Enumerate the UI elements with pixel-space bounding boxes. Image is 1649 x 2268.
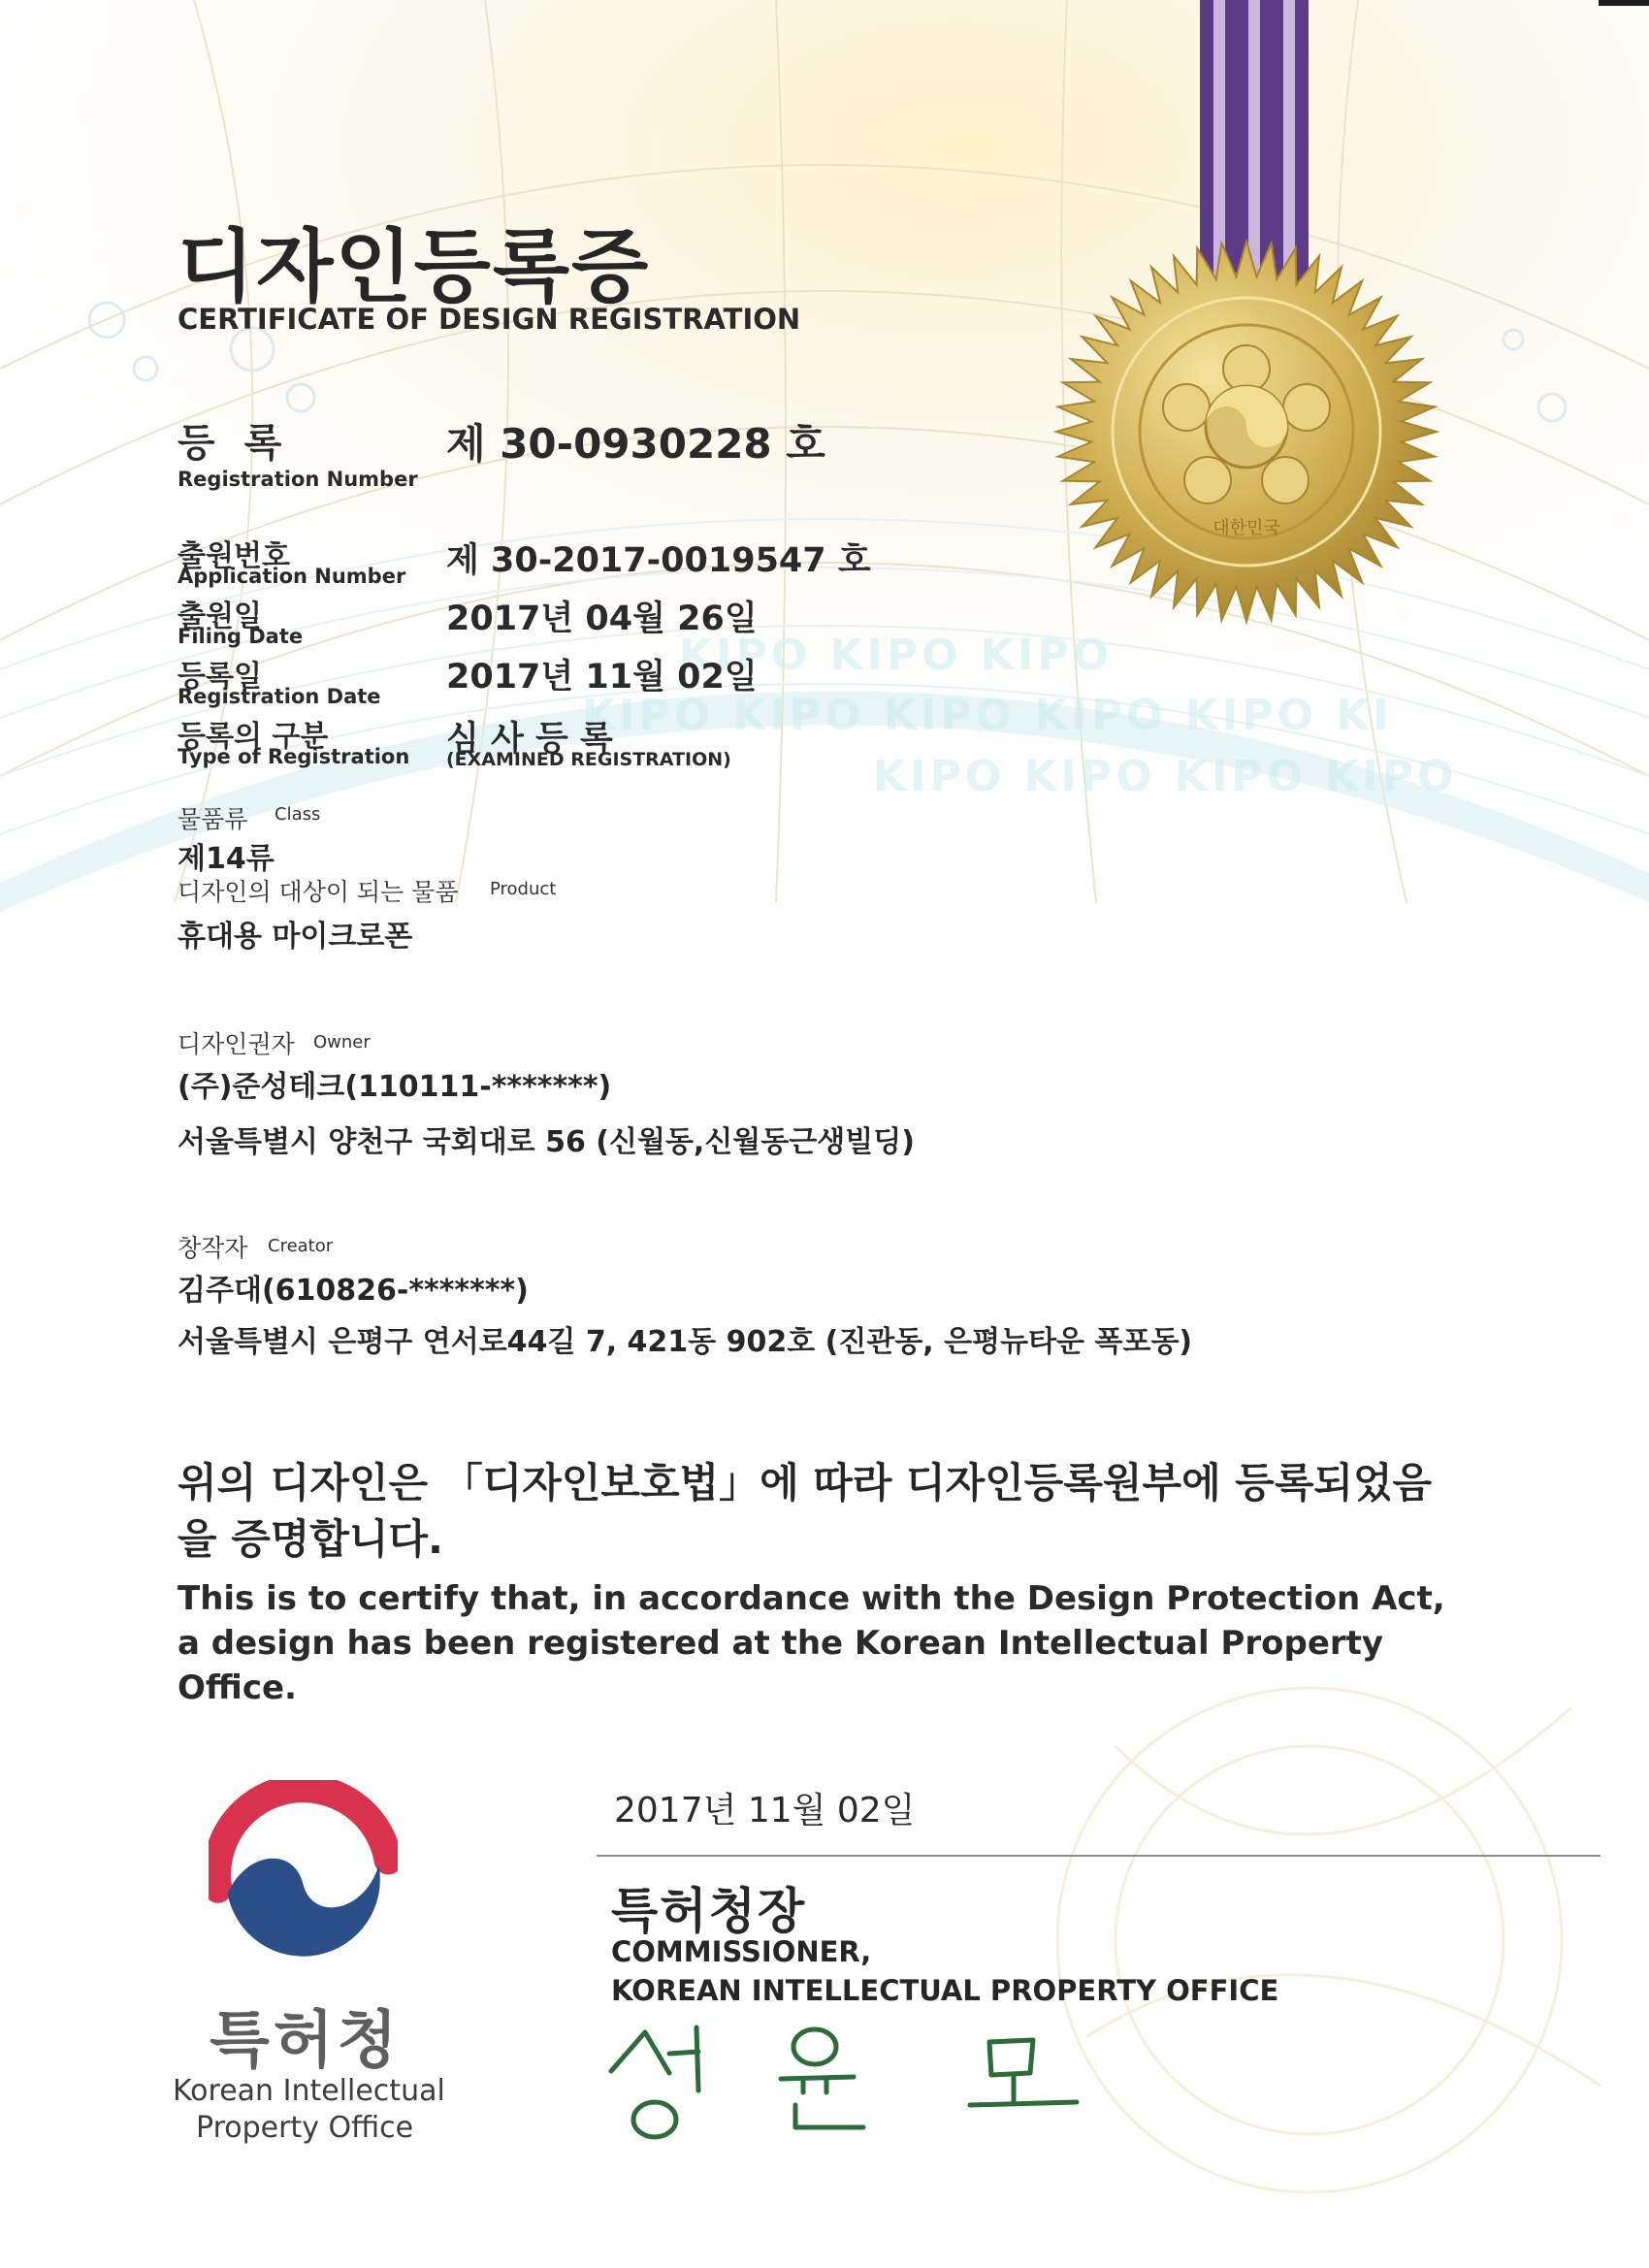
gold-seal bbox=[1052, 238, 1440, 626]
application-number: 제 30-2017-0019547 호 bbox=[446, 541, 871, 580]
creator-label-ko: 창작자 bbox=[178, 1234, 248, 1262]
registration-date-label-en: Registration Date bbox=[178, 685, 381, 708]
registration-label-en: Registration Number bbox=[178, 468, 418, 491]
class-label-en: Class bbox=[275, 804, 321, 825]
application-label-en: Application Number bbox=[178, 565, 406, 588]
watermark-line: KIPO KIPO KIPO bbox=[679, 631, 1113, 680]
commissioner-korean: 특허청장 bbox=[611, 1883, 807, 1939]
product-value: 휴대용 마이크로폰 bbox=[178, 920, 413, 954]
registration-type-label-ko: 등록의 구분 bbox=[178, 720, 329, 754]
seal-text: 대한민국 bbox=[1212, 518, 1280, 538]
registration-date-label-ko: 등록일 bbox=[178, 660, 262, 694]
watermark-line: KIPO KIPO KIPO KIPO bbox=[873, 752, 1458, 801]
filing-date: 2017년 04월 26일 bbox=[446, 599, 758, 638]
title-korean: 디자인등록증 bbox=[178, 221, 651, 313]
kipo-logo-icon bbox=[209, 1780, 398, 1969]
office-logo-name: 특허청 bbox=[210, 2005, 402, 2077]
creator-label-en: Creator bbox=[268, 1236, 334, 1256]
office-logo-en-line2: Property Office bbox=[196, 2111, 414, 2145]
registration-type-label-en: Type of Registration bbox=[178, 745, 410, 768]
registration-type: 심 사 등 록 bbox=[446, 720, 613, 759]
commissioner-english-line2: KOREAN INTELLECTUAL PROPERTY OFFICE bbox=[611, 1974, 1279, 2007]
registration-date: 2017년 11월 02일 bbox=[446, 658, 758, 697]
registration-number: 제 30-0930228 호 bbox=[446, 420, 825, 468]
owner-label-ko: 디자인권자 bbox=[178, 1030, 295, 1058]
owner-label-en: Owner bbox=[313, 1032, 371, 1053]
creator-name: 김주대(610826-*******) bbox=[178, 1274, 529, 1308]
registration-type-en: (EXAMINED REGISTRATION) bbox=[446, 749, 731, 770]
filing-label-en: Filing Date bbox=[178, 625, 304, 648]
class-value: 제14류 bbox=[178, 842, 275, 876]
signature bbox=[601, 2013, 1106, 2149]
application-label-ko: 출원번호 bbox=[178, 539, 290, 573]
commissioner-english-line1: COMMISSIONER, bbox=[611, 1935, 872, 1968]
owner-name: (주)준성테크(110111-*******) bbox=[178, 1070, 612, 1104]
class-label-ko: 물품류 bbox=[178, 805, 248, 833]
owner-address: 서울특별시 양천구 국회대로 56 (신월동,신월동근생빌딩) bbox=[178, 1125, 915, 1159]
issue-date: 2017년 11월 02일 bbox=[614, 1791, 916, 1831]
watermark-line: KIPO KIPO KIPO KIPO KIPO KI bbox=[582, 691, 1393, 740]
title-english: CERTIFICATE OF DESIGN REGISTRATION bbox=[178, 303, 801, 336]
creator-address: 서울특별시 은평구 연서로44길 7, 421동 902호 (진관동, 은평뉴타운 폭포동) bbox=[178, 1325, 1193, 1359]
product-label-ko: 디자인의 대상이 되는 물품 bbox=[178, 878, 459, 906]
certification-korean: 위의 디자인은 「디자인보호법」에 따라 디자인등록원부에 등록되었음을 증명합니다. bbox=[178, 1459, 1433, 1563]
divider bbox=[597, 1855, 1600, 1857]
product-label-en: Product bbox=[490, 879, 557, 899]
certification-english: This is to certify that, in accordance with the Design Protection Act, a design has been registered at the Korean Intellectual Property Office. bbox=[178, 1579, 1445, 1707]
registration-label-ko: 등 록 bbox=[178, 421, 290, 466]
filing-label-ko: 출원일 bbox=[178, 599, 262, 633]
office-logo-en-line1: Korean Intellectual bbox=[173, 2074, 445, 2108]
